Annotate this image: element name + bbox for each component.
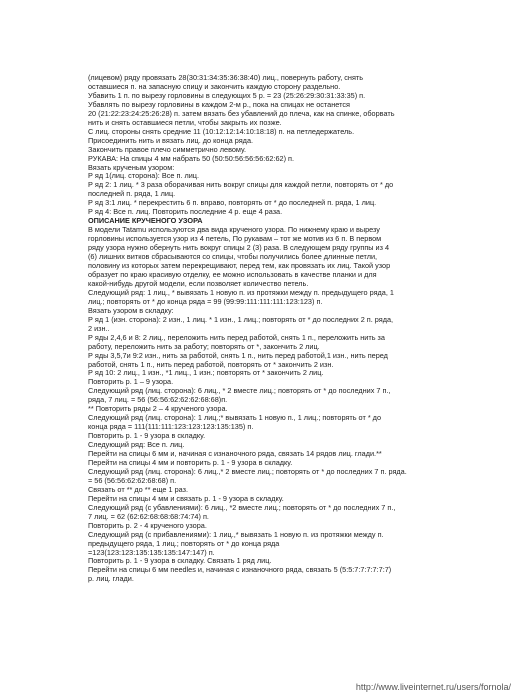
text-line: Следующий ряд: Все п. лиц. xyxy=(88,441,185,450)
text-line: оставшиеся п. на запасную спицу и закончить каждую сторону раздельно. xyxy=(88,82,341,91)
text-line: Р яд 2: 1 лиц. * 3 раза оборачивая нить вокруг спицы для каждой петли, повторять от * до xyxy=(88,181,394,190)
text-line: последней п. ряда, 1 лиц. xyxy=(88,190,176,199)
text-line: Следующий ряд (лиц. сторона): 1 лиц.;* вывязать 1 новую п., 1 лиц.; повторять от * до xyxy=(88,414,381,423)
text-line: С лиц. стороны снять средние 11 (10:12:12:14:10:18:18) п. на петледержатель. xyxy=(88,127,355,136)
document-page xyxy=(88,74,460,584)
text-line: Следующий ряд (лиц. сторона): 6 лиц.,* 2 вместе лиц.; повторять от * до последних 7 п. ряда. xyxy=(88,467,407,476)
text-line: Вязать узором в складку: xyxy=(88,306,174,315)
text-line: Следующий ряд: 1 лиц., * вывязать 1 новую п. из протяжки между п. предыдущего ряда, 1 xyxy=(88,288,394,297)
text-line: = 56 (56:56:62:62:68:68) п. xyxy=(88,476,177,485)
text-line: Перейти на спицы 6 мм needles и, начиная с изнаночного ряда, связать 5 (5:5:7:7:7:7:7:7) xyxy=(88,566,392,575)
text-line: Убавить 1 п. по вырезу горловины в следующих 5 р. = 23 (25:26:29:30:31:33:35) п. xyxy=(88,91,366,100)
text-line: (6) лишних витков сбрасываются со спицы, чтобы получились более длинные петли, xyxy=(88,253,378,262)
text-line: РУКАВА: На спицы 4 мм набрать 50 (50:50:56:56:56:62:62) п. xyxy=(88,154,295,163)
text-line: =123(123:123:135:135:135:147:147) п. xyxy=(88,548,215,557)
text-line: какой-нибудь другой модели, если позволяет количество петель. xyxy=(88,279,309,288)
text-line: Перейти на спицы 4 мм и повторить р. 1 - 9 узора в складку. xyxy=(88,458,293,467)
text-line: Перейти на спицы 4 мм и связать р. 1 - 9 узора в складку. xyxy=(88,494,284,503)
text-line: Связать от ** до ** еще 1 раз. xyxy=(88,485,189,494)
text-line: Повторить р. 1 - 9 узора в складку. xyxy=(88,432,206,441)
text-line: Повторить р. 1 – 9 узора. xyxy=(88,378,174,387)
text-line: Р яд 4: Все п. лиц. Повторить последние 4 р. еще 4 раза. xyxy=(88,208,283,217)
text-line: ряду узора нужно обернуть нить вокруг спицы 2 (3) раза. В следующем ряду группы из 4 xyxy=(88,244,390,253)
text-line: нить и снять оставшиеся петли, чтобы закрыть их позже. xyxy=(88,118,282,127)
text-line: 20 (21:22:23:24:25:26:28) п. затем вязать без убавлений до плеча, как на спинке, оборвать xyxy=(88,109,395,118)
text-line: половину из которых затем перекрещивают, перед тем, как провязать их лиц. Такой узор xyxy=(88,262,391,271)
text-line: Р яды 3,5,7и 9:2 изн., нить за работой, снять 1 п., нить перед работой,1 изн., нить перед xyxy=(88,351,388,360)
text-line: Следующий ряд (с прибавлениями): 1 лиц.,* вывязать 1 новую п. из протяжки между п. xyxy=(88,530,384,539)
text-line: Вязать крученым узором: xyxy=(88,163,175,172)
text-line: ряда, 7 лиц. = 56 (56:56:62:62:62:68:68)п. xyxy=(88,396,228,405)
text-line: конца ряда = 111(111:111:123:123:123:135:135) п. xyxy=(88,423,254,432)
text-line: Р яды 2,4,6 и 8: 2 лиц., переложить нить перед работой, снять 1 п., переложить нить за xyxy=(88,333,385,342)
text-line: Р яд 10: 2 лиц., 1 изн., *1 лиц., 1 изн.; повторять от * закончить 2 лиц. xyxy=(88,369,324,378)
text-line: Р яд 1 (изн. сторона): 2 изн., 1 лиц. * 1 изн., 1 лиц.; повторять от * до последних 2 п. ряда, xyxy=(88,315,394,324)
text-line: предыдущего ряда, 1 лиц.; повторять от * до конца ряда xyxy=(88,539,280,548)
text-line: Закончить правое плечо симметрично левому. xyxy=(88,145,246,154)
text-line: горловины используется узор из 4 петель, По рукавам – тот же мотив из 6 п. В первом xyxy=(88,235,382,244)
text-line: Повторить р. 2 - 4 крученого узора. xyxy=(88,521,207,530)
text-line: Перейти на спицы 6 мм и, начиная с изнаночного ряда, связать 14 рядов лиц. глади.** xyxy=(88,450,382,459)
text-line: образует по краю красивую отделку, ее можно использовать в качестве планки и для xyxy=(88,270,377,279)
text-line: В модели Tatamu используются два вида крученого узора. По нижнему краю и вырезу xyxy=(88,226,380,235)
text-line: 7 лиц. = 62 (62:62:68:68:68:74:74) п. xyxy=(88,512,209,521)
text-line: р. лиц. глади. xyxy=(88,575,134,584)
text-line: Убавлять по вырезу горловины в каждом 2-м р., пока на спицах не останется xyxy=(88,100,350,109)
text-line: Следующий ряд (лиц. сторона): 6 лиц., * 2 вместе лиц.; повторять от * до последних 7 п., xyxy=(88,387,391,396)
text-line: Р яд 1(лиц. сторона): Все п. лиц. xyxy=(88,172,199,181)
text-line: работу, переложить нить за работу; повторять от *, закончить 2 лиц. xyxy=(88,342,320,351)
source-watermark: http://www.liveinternet.ru/users/fornola/ xyxy=(355,682,511,692)
text-line: Следующий ряд (с убавлениями): 6 лиц., *2 вместе лиц.; повторять от * до последних 7 п., xyxy=(88,503,396,512)
text-line: 2 изн.. xyxy=(88,324,110,333)
text-line: Присоединить нить и вязать лиц. до конца ряда. xyxy=(88,136,254,145)
section-heading: ОПИСАНИЕ КРУЧЕНОГО УЗОРА xyxy=(88,217,203,226)
text-line: ** Повторить ряды 2 – 4 крученого узора. xyxy=(88,405,228,414)
text-line: лиц.; повторять от * до конца ряда = 99 (99:99:111:111:111:123:123) п. xyxy=(88,297,323,306)
text-line: Р яд 3:1 лиц. * перекрестить 6 п. вправо, повторять от * до последней п. ряда, 1 лиц. xyxy=(88,199,377,208)
text-line: работой, снять 1 п., нить перед работой, повторять от * закончить 2 изн. xyxy=(88,360,334,369)
text-line: Повторить р. 1 - 9 узора в складку. Связать 1 ряд лиц. xyxy=(88,557,272,566)
text-line: (лицевом) ряду провязать 28(30:31:34:35:36:38:40) лиц., повернуть работу, снять xyxy=(88,74,364,82)
